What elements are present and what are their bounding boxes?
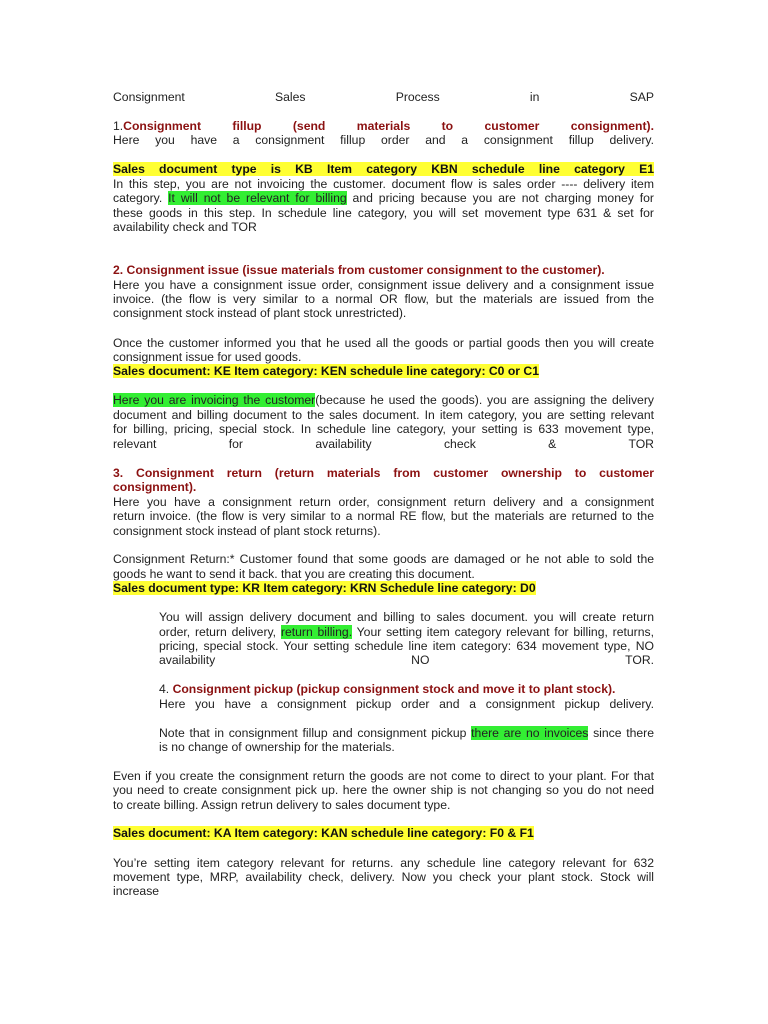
section-3-detail: You will assign delivery document and billing to sales document. you will create return xyxy=(159,610,654,624)
section-3-detail: pricing, special stock. Your setting schedule line item category: 634 movement type, NO xyxy=(159,639,654,653)
section-2-heading: 2. Consignment issue (issue materials from customer consignment to the customer). xyxy=(113,263,605,277)
page-title: Consignment Sales Process in SAP xyxy=(113,90,654,104)
highlight-no-invoices: there are no invoices xyxy=(471,726,589,740)
section-4-text: to create billing. Assign retrun delivery to sales document type. xyxy=(113,798,451,812)
section-4-text: movement type, MRP, availability check, delivery. Now you check your plant stock. Stock will xyxy=(113,870,654,884)
section-1-heading: 1.Consignment fillup (send materials to customer consignment). xyxy=(113,119,654,133)
section-1-text: category. It will not be relevant for billing and pricing because you are not charging money for xyxy=(113,191,654,205)
section-3-detail: availability NO TOR. xyxy=(159,653,655,667)
section-4-text: Even if you create the consignment return the goods are not come to direct to your plant. For that xyxy=(113,769,654,783)
section-1-intro: Here you have a consignment fillup order and a consignment fillup delivery. xyxy=(113,133,654,147)
highlight-not-billing: It will not be relevant for billing xyxy=(168,191,347,205)
section-4-intro: Here you have a consignment pickup order and a consignment pickup delivery. xyxy=(159,697,654,711)
section-1-text: these goods in this step. In schedule line category, you will set movement type 631 & set for xyxy=(113,206,654,220)
section-2-text: for billing, pricing, special stock. In schedule line category, your setting is 633 movement type, xyxy=(113,422,654,436)
highlight-return-billing: return billing. xyxy=(280,625,353,639)
section-3-text: return invoice. (the flow is very similar to a normal RE flow, but the materials are returned to the xyxy=(113,509,654,523)
section-3-text: Consignment Return:* Customer found that some goods are damaged or he not able to sold the xyxy=(113,552,654,566)
section-3-doc-type: Sales document type: KR Item category: KRN Schedule line category: D0 xyxy=(113,581,536,595)
section-4-heading: 4. Consignment pickup (pickup consignment stock and move it to plant stock). xyxy=(159,682,616,696)
section-3-detail: order, return delivery, return billing. Your setting item category relevant for billing, returns, xyxy=(159,625,654,639)
section-3-heading: 3. Consignment return (return materials from customer ownership to customer xyxy=(113,466,654,480)
section-4-doc-type: Sales document: KA Item category: KAN schedule line category: F0 & F1 xyxy=(113,826,534,840)
section-2-text: Once the customer informed you that he used all the goods or partial goods then you will create xyxy=(113,336,654,350)
section-2-doc-type: Sales document: KE Item category: KEN schedule line category: C0 or C1 xyxy=(113,364,540,378)
section-2-text: consignment issue for used goods. xyxy=(113,350,302,364)
section-2-text: relevant for availability check & TOR xyxy=(113,437,654,451)
section-2-text: consignment stock instead of plant stock unrestricted). xyxy=(113,306,407,320)
highlight-invoicing: Here you are invoicing the customer xyxy=(113,393,316,407)
section-3-heading: consignment). xyxy=(113,480,197,494)
section-4-note: is no change of ownership for the materials. xyxy=(159,740,395,754)
section-3-text: goods he want to send it back. that you are creating this document. xyxy=(113,567,475,581)
section-4-text: increase xyxy=(113,884,160,898)
section-4-text: you need to create consignment pick up. here the owner ship is not changing so you do not need xyxy=(113,783,654,797)
section-4-note: Note that in consignment fillup and consignment pickup there are no invoices since there xyxy=(159,726,655,740)
section-2-text: invoice. (the flow is very similar to a normal OR flow, but the materials are issued from the xyxy=(113,292,654,306)
section-4-text: You’re setting item category relevant for returns. any schedule line category relevant for 632 xyxy=(113,856,654,870)
section-1-doc-type: Sales document type is KB Item category KBN schedule line category E1 xyxy=(113,162,654,176)
section-1-text: availability check and TOR xyxy=(113,220,257,234)
section-2-text: document and billing document to the sales document. In item category, you are setting relevant xyxy=(113,408,654,422)
section-1-text: In this step, you are not invoicing the customer. document flow is sales order ---- delivery item xyxy=(113,177,654,191)
section-2-text: Here you are invoicing the customer(because he used the goods). you are assigning the delivery xyxy=(113,393,654,407)
section-3-text: consignment stock instead of plant stock returns). xyxy=(113,524,381,538)
section-3-text: Here you have a consignment return order, consignment return delivery and a consignment xyxy=(113,495,654,509)
section-2-text: Here you have a consignment issue order, consignment issue delivery and a consignment issue xyxy=(113,278,654,292)
